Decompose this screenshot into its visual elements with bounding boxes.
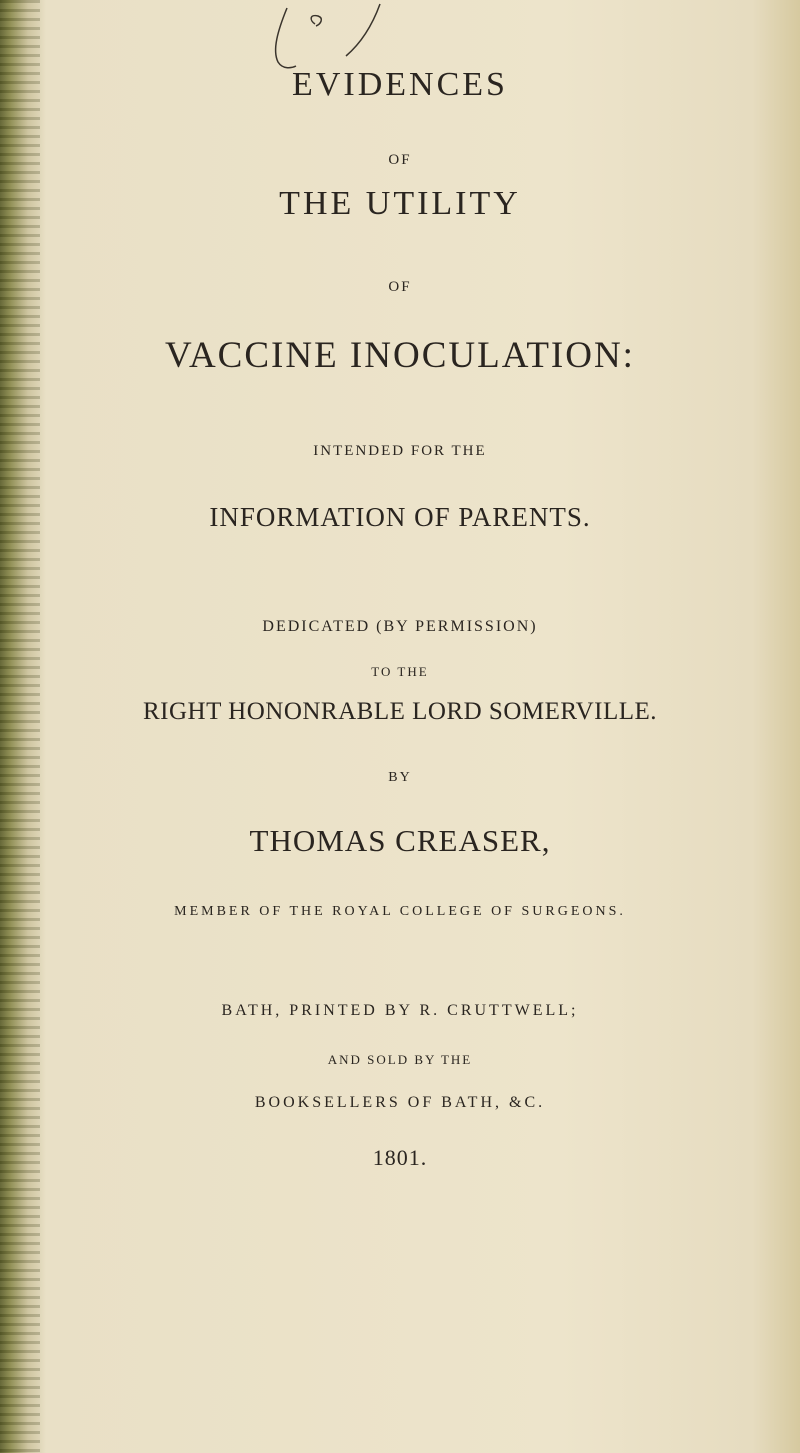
dedication-to-the: TO THE bbox=[371, 664, 429, 679]
dedicatee: RIGHT HONONRABLE LORD SOMERVILLE. bbox=[142, 698, 658, 725]
title-the-utility: THE UTILITY bbox=[279, 185, 521, 222]
connector-of-2: OF bbox=[388, 279, 412, 295]
dedication-line: DEDICATED (BY PERMISSION) bbox=[262, 618, 538, 635]
imprint-sold-by: AND SOLD BY THE bbox=[327, 1052, 473, 1067]
author-name: THOMAS CREASER, bbox=[249, 823, 551, 858]
by-line: BY bbox=[388, 770, 412, 785]
imprint-booksellers: BOOKSELLERS OF BATH, &C. bbox=[254, 1094, 546, 1111]
title-evidences: EVIDENCES bbox=[292, 66, 508, 103]
subtitle-information: INFORMATION OF PARENTS. bbox=[209, 502, 591, 532]
subtitle-intended: INTENDED FOR THE bbox=[313, 443, 487, 459]
title-vaccine-inoculation: VACCINE INOCULATION: bbox=[165, 335, 635, 376]
imprint-printer: BATH, PRINTED BY R. CRUTTWELL; bbox=[221, 1002, 579, 1019]
connector-of-1: OF bbox=[388, 152, 412, 168]
publication-year: 1801. bbox=[372, 1145, 428, 1170]
author-credential: MEMBER OF THE ROYAL COLLEGE OF SURGEONS. bbox=[174, 904, 626, 919]
